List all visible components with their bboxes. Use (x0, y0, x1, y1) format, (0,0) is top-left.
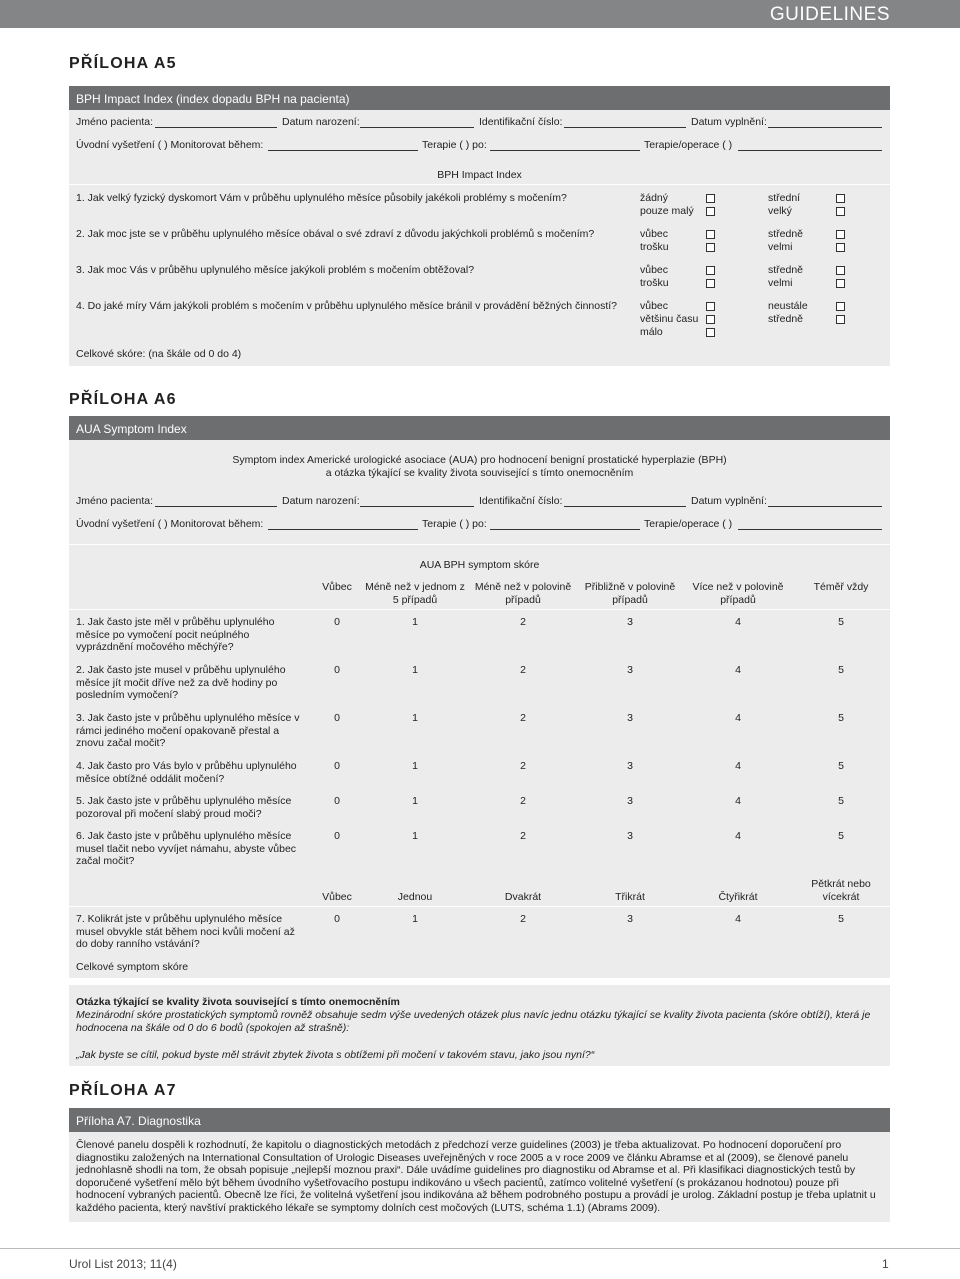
a6-fill-date-label: Datum vyplnění: (691, 495, 767, 507)
a6-question-5: 5. Jak často jste v průběhu uplynulého měsíce pozoroval při močení slabý proud moči? (76, 795, 292, 820)
a5-operation-label: Terapie/operace ( ) (644, 139, 733, 151)
a5-q4-opt-1: vůbec (640, 300, 669, 312)
a6-intro-line-2: a otázka týkající se kvality života související s tímto onemocněním (325, 467, 634, 479)
a6-initial-exam-label: Úvodní vyšetření ( ) Monitorovat během: (76, 518, 264, 530)
a6-therapy-field[interactable] (490, 529, 640, 530)
a5-total-score: Celkové skóre: (na škále od 0 do 4) (76, 348, 242, 360)
a5-patient-name-field[interactable] (155, 127, 277, 128)
a6-score-q5-0[interactable]: 0 (334, 795, 340, 807)
a5-band: BPH Impact Index (index dopadu BPH na pacienta) (69, 86, 890, 110)
a5-q3-checkbox-1[interactable] (706, 266, 715, 275)
a6-score-q6-4[interactable]: 4 (735, 830, 741, 842)
appendix-a7-heading: PŘÍLOHA A7 (69, 1082, 177, 1099)
a6-header2-divider (69, 906, 890, 907)
a6-band: AUA Symptom Index (69, 416, 890, 440)
a6-score-q3-5[interactable]: 5 (838, 712, 844, 724)
a5-id-label: Identifikační číslo: (479, 116, 563, 128)
a6-patient-name-label: Jméno pacienta: (76, 495, 154, 507)
a5-q4-checkbox-4[interactable] (836, 302, 845, 311)
a6-col-header-1: Méně než v jednom z 5 případů (365, 581, 465, 606)
a6-monitor-field[interactable] (268, 529, 418, 530)
a6-score-title: AUA BPH symptom skóre (419, 559, 540, 571)
a5-q4-opt-3: málo (640, 326, 663, 338)
a5-therapy-label: Terapie ( ) po: (422, 139, 487, 151)
a5-q4-opt-2: většinu času (640, 313, 699, 325)
a6-score-q1-2[interactable]: 2 (520, 616, 526, 628)
a6-score-q6-3[interactable]: 3 (627, 830, 633, 842)
a6-score-q1-0[interactable]: 0 (334, 616, 340, 628)
a7-paragraph: Členové panelu dospěli k rozhodnutí, že kapitolu o diagnostických metodách z předchozí verze guidelines (2003) je třeba aktualizovat. Po hodnocení doporučení pro diagnostiku založených na International Consultation of Urologic Diseases uveřejněných v roce 2005 a v roce 2009 ve článku Abramse et al (2009), se členové panelu jednohlasně shodli na tom, že obsah popisuje „nejlepší moznou praxi“. Dále uvádíme guidelines pro diagnostiku od Abramse et al. Při klasifikaci diagnostických testů by doporučené vyšetření mělo být během úvodního vyšetřovacího postupu indikováno u všech pacientů, zatímco volitelné vyšetření (s prokázanou hodnotou) pouze při hodnocení vybraných pacientů. Obecně lze říci, že volitelná vyšetření jsou indikována až během podrobného postupu a provádí je urolog. Základní postup je třeba uplatnit u každého pacienta, který navštíví praktického lékaře se symptomy dolních cest močových (LUTS, schéma 1.1) (Abrams 2009). (76, 1139, 876, 1214)
a6-id-field[interactable] (564, 506, 686, 507)
a5-q2-opt-3: středně (768, 228, 804, 240)
a6-question-3: 3. Jak často jste v průběhu uplynulého měsíce v rámci jediného močení opakovaně přestal a znovu začal močit? (76, 712, 300, 749)
a5-therapy-field[interactable] (490, 150, 640, 151)
a6-score-q4-4[interactable]: 4 (735, 760, 741, 772)
a5-q4-checkbox-5[interactable] (836, 315, 845, 324)
a5-q4-checkbox-3[interactable] (706, 328, 715, 337)
a5-q1-opt-1: žádný (640, 192, 669, 204)
a5-q2-checkbox-1[interactable] (706, 230, 715, 239)
a5-q3-opt-4: velmi (768, 277, 793, 289)
a6-question-4: 4. Jak často pro Vás bylo v průběhu uplynulého měsíce obtížné oddálit močení? (76, 760, 297, 785)
a6-col2-header-4: Čtyřikrát (718, 891, 758, 903)
a6-header-divider (69, 609, 890, 610)
a5-q2-checkbox-4[interactable] (836, 243, 845, 252)
a6-score-q7-0[interactable]: 0 (334, 913, 340, 925)
a6-score-q2-1[interactable]: 1 (412, 664, 418, 676)
a6-score-q5-2[interactable]: 2 (520, 795, 526, 807)
a5-birth-date-label: Datum narození: (282, 116, 360, 128)
a5-q2-checkbox-3[interactable] (836, 230, 845, 239)
a6-score-q3-3[interactable]: 3 (627, 712, 633, 724)
a6-fill-date-field[interactable] (768, 506, 882, 507)
a6-col-header-2: Méně než v polovině případů (474, 581, 572, 606)
a5-q1-opt-4: velký (768, 205, 792, 217)
a5-q2-opt-4: velmi (768, 241, 793, 253)
a5-patient-name-label: Jméno pacienta: (76, 116, 154, 128)
a5-question-2: 2. Jak moc jste se v průběhu uplynulého měsíce obával o své zdraví z důvodu jakýchkoli problémů s močením? (76, 228, 595, 240)
appendix-a5-heading: PŘÍLOHA A5 (69, 55, 177, 72)
a5-q1-checkbox-2[interactable] (706, 207, 715, 216)
a6-score-q3-0[interactable]: 0 (334, 712, 340, 724)
a6-score-q7-5[interactable]: 5 (838, 913, 844, 925)
a5-monitor-field[interactable] (268, 150, 418, 151)
a6-score-q5-1[interactable]: 1 (412, 795, 418, 807)
a6-col-header-0: Vůbec (322, 581, 352, 593)
a6-score-q5-4[interactable]: 4 (735, 795, 741, 807)
a5-q4-opt-4: neustále (768, 300, 808, 312)
a5-q4-checkbox-2[interactable] (706, 315, 715, 324)
a6-score-q6-0[interactable]: 0 (334, 830, 340, 842)
a5-q4-checkbox-1[interactable] (706, 302, 715, 311)
a6-total-score: Celkové symptom skóre (76, 961, 189, 973)
a6-question-6: 6. Jak často jste v průběhu uplynulého měsíce musel tlačit nebo vyvíjet námahu, abyste vůbec začal močit? (76, 830, 297, 867)
qol-quote: „Jak byste se cítil, pokud byste měl strávit zbytek života s obtížemi při močení v takovém stavu, jako jsou nyní?“ (76, 1049, 595, 1061)
a5-id-field[interactable] (564, 127, 686, 128)
a5-question-4: 4. Do jaké míry Vám jakýkoli problém s močením v průběhu uplynulého měsíce bránil v provádění běžných činností? (76, 300, 618, 312)
a5-q3-opt-1: vůbec (640, 264, 669, 276)
a5-q3-checkbox-4[interactable] (836, 279, 845, 288)
a6-score-q1-5[interactable]: 5 (838, 616, 844, 628)
a5-q1-opt-3: střední (768, 192, 801, 204)
a6-score-q6-5[interactable]: 5 (838, 830, 844, 842)
a6-score-q4-1[interactable]: 1 (412, 760, 418, 772)
a6-question-1: 1. Jak často jste měl v průběhu uplynulého měsíce po vymočení pocit neúplného vyprázdnění močového měchýře? (76, 616, 275, 653)
a6-col-header-3: Přibližně v polovině případů (584, 581, 676, 606)
a6-score-q2-3[interactable]: 3 (627, 664, 633, 676)
a6-score-q1-4[interactable]: 4 (735, 616, 741, 628)
a7-band: Příloha A7. Diagnostika (69, 1108, 890, 1132)
a6-score-q5-3[interactable]: 3 (627, 795, 633, 807)
a6-score-q4-5[interactable]: 5 (838, 760, 844, 772)
a5-question-1: 1. Jak velký fyzický dyskomort Vám v průběhu uplynulého měsíce působily jakékoli problémy s močením? (76, 192, 567, 204)
a6-score-q1-3[interactable]: 3 (627, 616, 633, 628)
a5-initial-exam-label: Úvodní vyšetření ( ) Monitorovat během: (76, 139, 264, 151)
a5-q2-opt-1: vůbec (640, 228, 669, 240)
a6-patient-name-field[interactable] (155, 506, 277, 507)
a6-score-q3-2[interactable]: 2 (520, 712, 526, 724)
a6-score-q4-3[interactable]: 3 (627, 760, 633, 772)
a6-col-header-5: Téměř vždy (813, 581, 869, 593)
a6-col-header-4: Více než v polovině případů (692, 581, 784, 606)
a6-question-7: 7. Kolikrát jste v průběhu uplynulého měsíce musel obvykle stát během noci kvůli močení až do doby ranního vstávání? (76, 913, 295, 950)
a6-therapy-label: Terapie ( ) po: (422, 518, 487, 530)
a5-q1-checkbox-4[interactable] (836, 207, 845, 216)
a6-score-q2-2[interactable]: 2 (520, 664, 526, 676)
a5-subtitle: BPH Impact Index (437, 169, 522, 181)
a6-operation-field[interactable] (738, 529, 882, 530)
a5-q4-opt-5: středně (768, 313, 804, 325)
a5-q2-checkbox-2[interactable] (706, 243, 715, 252)
a6-col2-header-5: Pětkrát nebo vícekrát (811, 878, 871, 903)
a6-col2-header-1: Jednou (397, 891, 433, 903)
a6-score-q1-1[interactable]: 1 (412, 616, 418, 628)
footer-page-number: 1 (882, 1257, 889, 1271)
a5-q2-opt-2: trošku (640, 241, 669, 253)
a6-score-q6-2[interactable]: 2 (520, 830, 526, 842)
a6-score-q3-4[interactable]: 4 (735, 712, 741, 724)
a5-fill-date-field[interactable] (768, 127, 882, 128)
footer-journal: Urol List 2013; 11(4) (69, 1257, 177, 1271)
qol-title: Otázka týkající se kvality života související s tímto onemocněním (76, 996, 400, 1008)
a5-q1-checkbox-3[interactable] (836, 194, 845, 203)
a6-col2-header-0: Vůbec (322, 891, 352, 903)
appendix-a6-heading: PŘÍLOHA A6 (69, 391, 177, 408)
a5-birth-date-field[interactable] (360, 127, 474, 128)
a6-col2-header-2: Dvakrát (504, 891, 542, 903)
header-bar (0, 0, 960, 28)
a6-score-q7-2[interactable]: 2 (520, 913, 526, 925)
qol-text: Mezinárodní skóre prostatických symptomů rovněž obsahuje sedm výše uvedených otázek plus navíc jednu otázku týkající se kvality života pacienta (skóre obtíží), která je hodnocena na škále od 0 do 6 bodů (spokojen až strašně): (76, 1009, 871, 1034)
a6-score-q4-2[interactable]: 2 (520, 760, 526, 772)
a6-intro-line-1: Symptom index Americké urologické asociace (AUA) pro hodnocení benigní prostatické hyperplazie (BPH) (232, 454, 727, 466)
a6-divider (69, 544, 890, 545)
a5-divider (69, 184, 890, 185)
a6-score-q2-5[interactable]: 5 (838, 664, 844, 676)
a6-score-q7-3[interactable]: 3 (627, 913, 633, 925)
header-label: GUIDELINES (769, 4, 890, 25)
a5-q3-checkbox-2[interactable] (706, 279, 715, 288)
a6-question-2: 2. Jak často jste musel v průběhu uplynulého měsíce jít močit dříve než za dvě hodiny po posledním vymočení? (76, 664, 286, 701)
a5-fill-date-label: Datum vyplnění: (691, 116, 767, 128)
a5-q3-checkbox-3[interactable] (836, 266, 845, 275)
footer-divider (0, 1248, 960, 1249)
a6-birth-date-field[interactable] (360, 506, 474, 507)
a5-operation-field[interactable] (738, 150, 882, 151)
a6-score-q4-0[interactable]: 0 (334, 760, 340, 772)
a6-score-q5-5[interactable]: 5 (838, 795, 844, 807)
a6-score-q7-1[interactable]: 1 (412, 913, 418, 925)
a6-id-label: Identifikační číslo: (479, 495, 563, 507)
a5-q3-opt-3: středně (768, 264, 804, 276)
a5-question-3: 3. Jak moc Vás v průběhu uplynulého měsíce jakýkoli problém s močením obtěžoval? (76, 264, 475, 276)
a6-score-q2-0[interactable]: 0 (334, 664, 340, 676)
a5-q1-checkbox-1[interactable] (706, 194, 715, 203)
a6-score-q6-1[interactable]: 1 (412, 830, 418, 842)
a5-q3-opt-2: trošku (640, 277, 669, 289)
a6-birth-date-label: Datum narození: (282, 495, 360, 507)
a6-score-q7-4[interactable]: 4 (735, 913, 741, 925)
a6-col2-header-3: Třikrát (615, 891, 645, 903)
a5-q1-opt-2: pouze malý (640, 205, 694, 217)
a6-score-q3-1[interactable]: 1 (412, 712, 418, 724)
a6-operation-label: Terapie/operace ( ) (644, 518, 733, 530)
a6-score-q2-4[interactable]: 4 (735, 664, 741, 676)
